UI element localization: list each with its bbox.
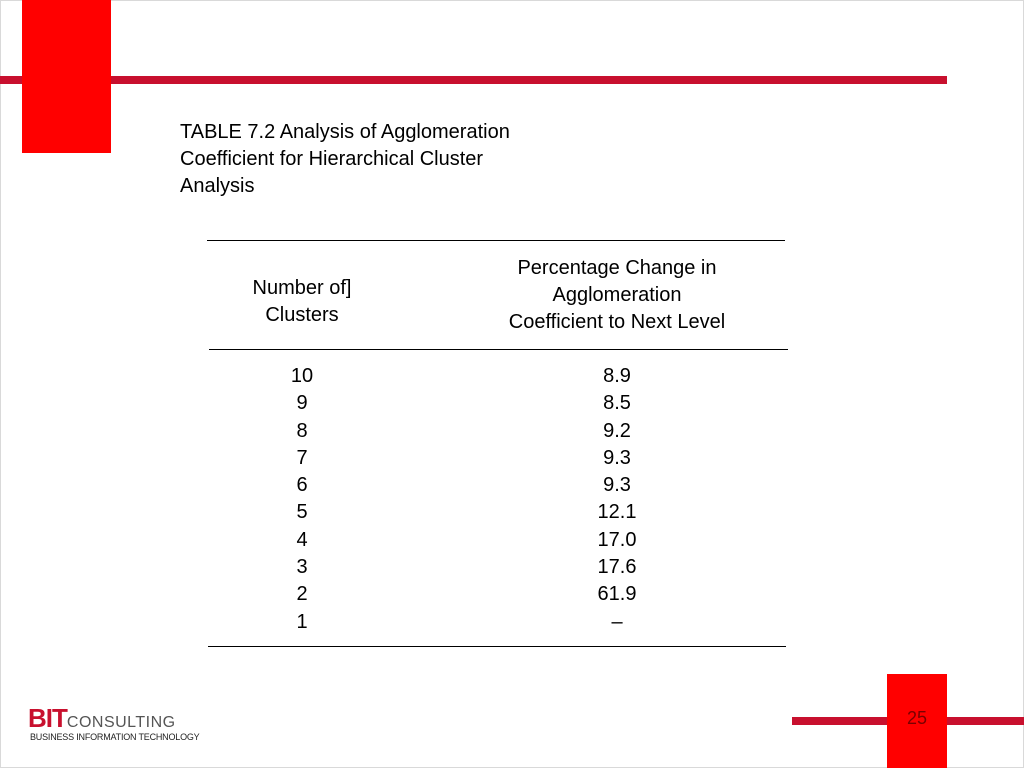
cell-percentage: 17.6	[597, 556, 637, 579]
cell-clusters: 5	[296, 501, 308, 524]
header-line: Number of]	[252, 277, 352, 299]
bottom-accent-rule-left	[792, 717, 887, 725]
cell-clusters: 1	[296, 610, 308, 633]
header-number-of-clusters	[207, 275, 397, 329]
cell-percentage: 17.0	[597, 528, 637, 551]
page-number: 25	[906, 708, 928, 728]
bottom-accent-rule-right	[947, 717, 1024, 725]
title-line: TABLE 7.2 Analysis of Agglomeration	[180, 121, 510, 143]
cell-clusters: 2	[296, 583, 308, 606]
column-number-of-clusters	[252, 363, 352, 636]
top-accent-rule-overlap	[22, 76, 111, 84]
top-accent-rule	[0, 76, 947, 84]
title-line: Analysis	[180, 175, 255, 197]
table-header-rule	[209, 349, 788, 350]
cell-percentage: –	[611, 610, 623, 633]
logo-wordmark	[28, 703, 176, 734]
cell-clusters: 9	[296, 392, 308, 415]
header-line: Clusters	[265, 304, 339, 326]
header-percentage-change	[467, 255, 767, 336]
cell-percentage: 8.5	[603, 392, 631, 415]
cell-clusters: 10	[290, 365, 314, 387]
table-top-rule	[207, 240, 785, 241]
logo-bit-text: BIT	[28, 703, 67, 733]
cell-clusters: 3	[296, 556, 308, 579]
column-percentage-change	[567, 363, 667, 636]
table-bottom-rule	[208, 646, 786, 647]
cell-clusters: 6	[296, 474, 308, 497]
cell-percentage: 61.9	[597, 583, 637, 606]
cell-percentage: 12.1	[597, 501, 637, 524]
cell-percentage: 9.2	[603, 419, 631, 442]
cell-clusters: 7	[296, 446, 308, 469]
header-line: Agglomeration	[552, 284, 682, 306]
header-line: Percentage Change in	[517, 257, 717, 279]
table-title	[180, 119, 600, 200]
header-line: Coefficient to Next Level	[508, 311, 726, 333]
logo-consulting-text: CONSULTING	[66, 714, 176, 731]
logo-tagline: BUSINESS INFORMATION TECHNOLOGY	[30, 732, 200, 742]
cell-percentage: 9.3	[603, 446, 631, 469]
cell-percentage: 8.9	[603, 365, 631, 387]
cell-percentage: 9.3	[603, 474, 631, 497]
cell-clusters: 4	[296, 528, 308, 551]
bit-consulting-logo	[28, 703, 208, 743]
title-line: Coefficient for Hierarchical Cluster	[180, 148, 484, 170]
cell-clusters: 8	[296, 419, 308, 442]
